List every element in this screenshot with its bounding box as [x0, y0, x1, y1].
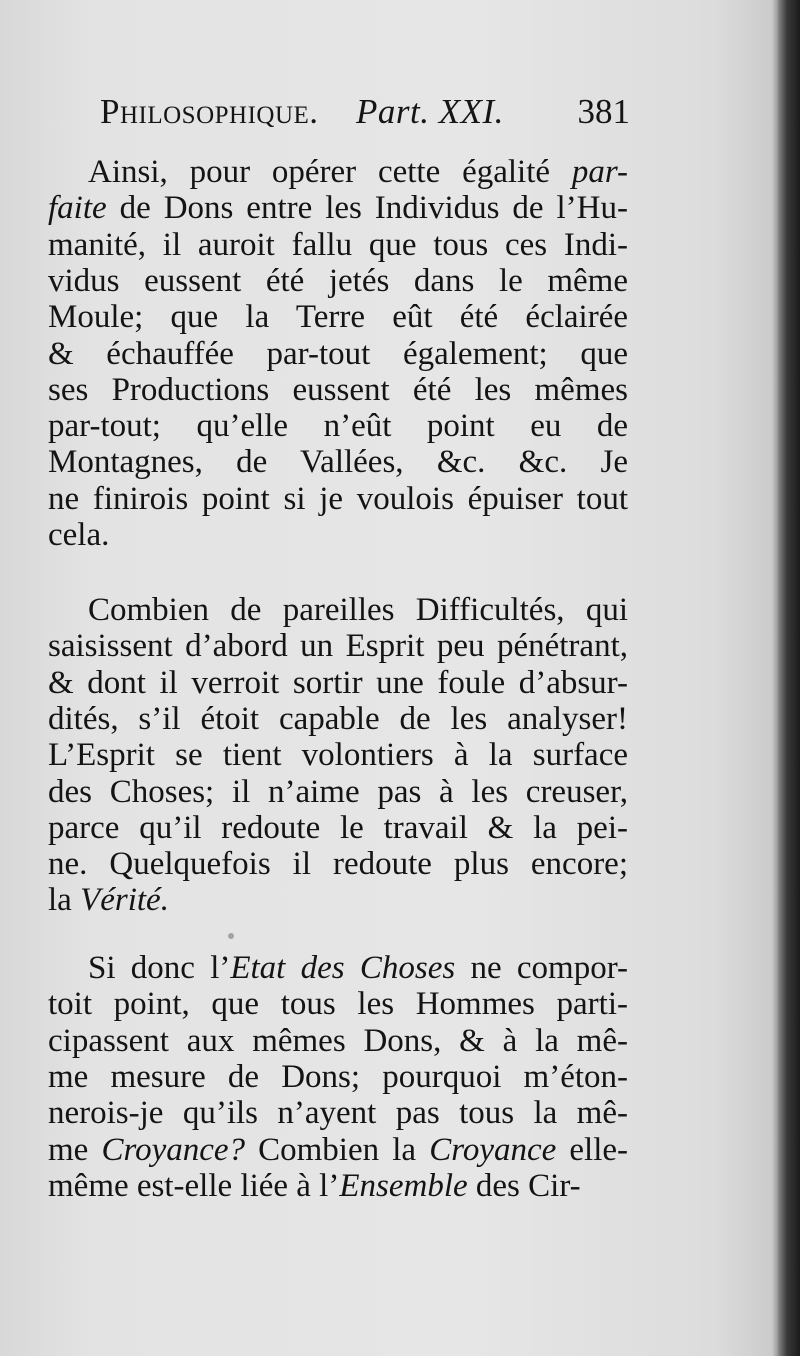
- text-line: [88, 592, 628, 628]
- text-line: [48, 1059, 628, 1095]
- text-run: des Choses; il n’aime pas à les creuser,: [48, 773, 628, 810]
- text-line: [88, 950, 628, 986]
- text-run: me mesure de Dons; pourquoi m’éton-: [48, 1058, 628, 1095]
- running-head-part: Part. XXI.: [356, 92, 504, 131]
- text-run: même est-elle liée à l’: [48, 1167, 340, 1204]
- text-run: saisissent d’abord un Esprit peu pénétrant,: [48, 628, 628, 665]
- text-line: [88, 154, 628, 190]
- text-run: Montagnes, de Vallées, &c. &c. Je: [48, 444, 628, 481]
- text-run: Moule; que la Terre eût été éclairée: [48, 299, 628, 336]
- italic-run: faite: [48, 190, 107, 227]
- ink-blot: [228, 933, 234, 939]
- text-line: [48, 882, 628, 918]
- text-run: ses Productions eussent été les mêmes: [48, 371, 628, 408]
- text-run: ne. Quelquefois il redoute plus encore;: [48, 846, 628, 883]
- page-number: 381: [577, 92, 630, 131]
- text-line: [48, 263, 628, 299]
- text-line: [48, 444, 628, 480]
- text-run: elle-: [556, 1131, 629, 1168]
- text-run: Combien la: [245, 1131, 430, 1168]
- text-line: [48, 299, 628, 335]
- text-line: [48, 517, 628, 553]
- text-line: [48, 701, 628, 737]
- italic-run: Etat des Choses: [230, 950, 456, 986]
- text-line: [48, 774, 628, 810]
- running-head-title: Philosophique.: [100, 92, 319, 131]
- page-edge-shadow: [778, 0, 800, 1356]
- text-run: Si donc l’: [88, 950, 231, 986]
- text-run: cipassent aux mêmes Dons, & à la mê-: [48, 1022, 628, 1059]
- text-line: [48, 1132, 628, 1168]
- text-run: & échauffée par-tout également; que: [48, 335, 628, 372]
- text-line: [48, 190, 628, 226]
- text-run: cela.: [48, 517, 110, 553]
- text-run: Ainsi, pour opérer cette égalité: [88, 154, 572, 190]
- text-line: [48, 737, 628, 773]
- italic-run: Croyance: [429, 1131, 557, 1168]
- text-line: [48, 1095, 628, 1131]
- italic-run: Vérité.: [80, 882, 169, 919]
- text-line: [48, 481, 628, 517]
- text-line: [48, 372, 628, 408]
- text-run: ne finirois point si je voulois épuiser tout: [48, 480, 628, 517]
- running-head: [100, 92, 630, 142]
- text-run: par-tout; qu’elle n’eût point eu de: [48, 408, 628, 445]
- text-run: nerois-je qu’ils n’ayent pas tous la mê-: [48, 1095, 628, 1132]
- text-run: L’Esprit se tient volontiers à la surface: [48, 737, 628, 774]
- text-line: [48, 227, 628, 263]
- text-run: & dont il verroit sortir une foule d’absur-: [48, 664, 628, 701]
- text-run: parce qu’il redoute le travail & la pei-: [48, 809, 628, 846]
- text-line: [48, 665, 628, 701]
- text-run: de Dons entre les Individus de l’Hu-: [106, 190, 628, 227]
- text-line: [48, 810, 628, 846]
- text-line: [48, 408, 628, 444]
- text-run: la: [48, 882, 81, 919]
- text-run: des Cir-: [467, 1167, 581, 1204]
- text-line: [48, 1023, 628, 1059]
- text-run: dités, s’il étoit capable de les analyser!: [48, 700, 628, 737]
- text-run: vidus eussent été jetés dans le même: [48, 262, 628, 299]
- italic-run: par-: [571, 154, 628, 190]
- text-line: [48, 846, 628, 882]
- text-line: [48, 986, 628, 1022]
- text-run: me: [48, 1131, 102, 1168]
- text-run: Combien de pareilles Difficultés, qui: [88, 592, 628, 628]
- text-line: [48, 1168, 628, 1204]
- text-run: manité, il auroit fallu que tous ces Indi-: [48, 226, 628, 263]
- italic-run: Ensemble: [339, 1167, 468, 1204]
- text-line: [48, 628, 628, 664]
- text-run: toit point, que tous les Hommes parti-: [48, 986, 628, 1023]
- text-run: ne compor-: [455, 950, 629, 986]
- text-line: [48, 336, 628, 372]
- italic-run: Croyance?: [101, 1131, 246, 1168]
